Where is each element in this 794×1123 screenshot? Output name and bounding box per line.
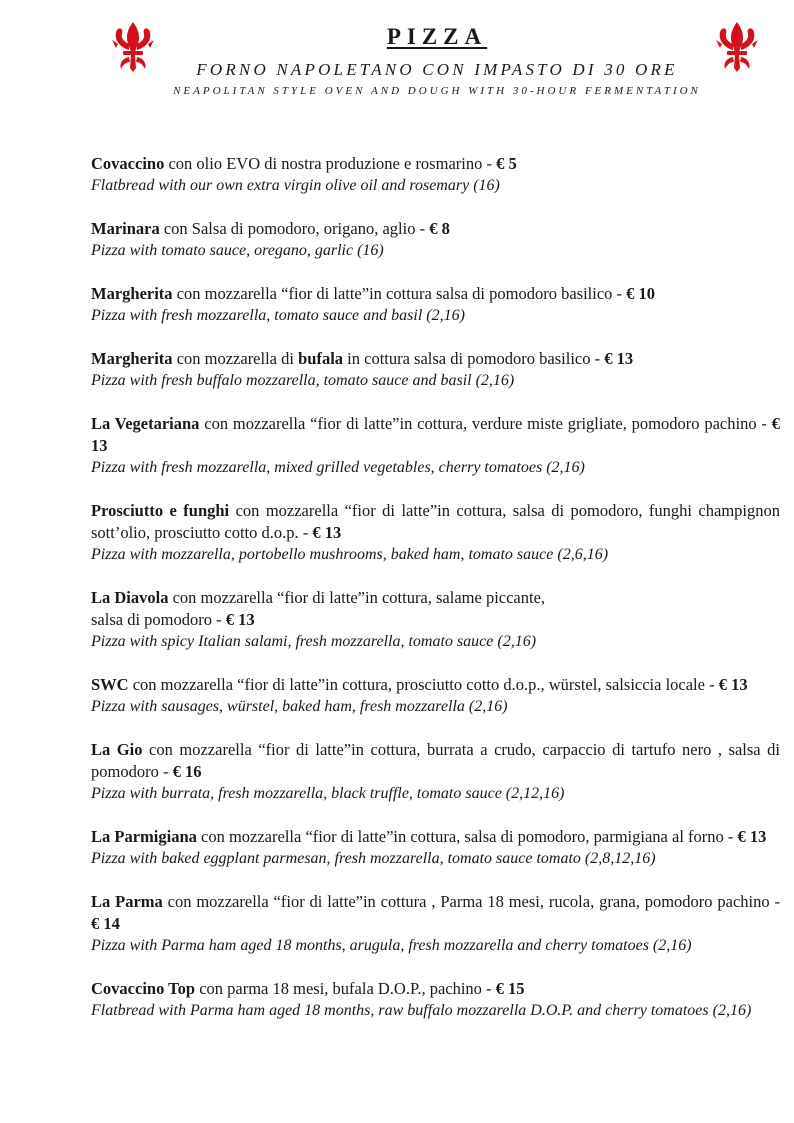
item-english-description: Pizza with Parma ham aged 18 months, arugula, fresh mozzarella and cherry tomatoes (2,16) (91, 937, 692, 954)
page-subtitle-english: NEAPOLITAN STYLE OVEN AND DOUGH WITH 30-HOUR FERMENTATION (173, 85, 701, 97)
item-price: € 5 (496, 154, 517, 173)
item-name: La Parmigiana (91, 827, 197, 846)
item-description: con mozzarella “fior di latte”in cottura salsa di pomodoro basilico - (172, 284, 627, 303)
item-description: con mozzarella di (172, 349, 299, 368)
item-english-description: Pizza with fresh mozzarella, mixed grilled vegetables, cherry tomatoes (2,16) (91, 459, 585, 476)
item-description: con mozzarella “fior di latte”in cottura, verdure miste grigliate, pomodoro pachino - (199, 414, 772, 433)
menu-item (91, 283, 780, 327)
item-price: € 13 (91, 414, 780, 455)
menu-item (91, 587, 780, 653)
item-price: € 13 (718, 675, 748, 694)
item-description: con mozzarella “fior di latte”in cottura, salame piccante, (168, 588, 546, 607)
page-subtitle: FORNO NAPOLETANO CON IMPASTO DI 30 ORE (196, 60, 678, 79)
item-highlight: bufala (298, 349, 344, 368)
item-description: con mozzarella “fior di latte”in cottura, salsa di pomodoro, parmigiana al forno - (196, 827, 738, 846)
item-price: € 10 (626, 284, 656, 303)
item-description: con mozzarella “fior di latte”in cottura , Parma 18 mesi, rucola, grana, pomodoro pachino - (162, 892, 780, 911)
item-name: La Gio (91, 740, 143, 759)
item-description: con mozzarella “fior di latte”in cottura, burrata a crudo, carpaccio di tartufo nero , salsa di pomodoro - (91, 740, 780, 781)
menu-item (91, 891, 780, 957)
item-name: SWC (91, 675, 129, 694)
item-description-cont: in cottura salsa di pomodoro basilico - (343, 349, 605, 368)
item-price: € 13 (225, 610, 255, 629)
item-price: € 13 (737, 827, 767, 846)
item-english-description: Pizza with burrata, fresh mozzarella, black truffle, tomato sauce (2,12,16) (91, 785, 565, 802)
menu-item (91, 413, 780, 479)
item-name: La Vegetariana (91, 414, 200, 433)
item-price: € 13 (312, 523, 342, 542)
menu-item (91, 500, 780, 566)
item-name: La Parma (91, 892, 163, 911)
item-description: con olio EVO di nostra produzione e rosmarino - (164, 154, 497, 173)
item-english-description: Pizza with spicy Italian salami, fresh mozzarella, tomato sauce (2,16) (91, 633, 537, 650)
menu-item (91, 826, 780, 870)
item-english-description: Flatbread with our own extra virgin olive oil and rosemary (16) (91, 177, 500, 194)
menu-item (91, 739, 780, 805)
menu-item (91, 978, 780, 1022)
pizza-menu-list (91, 153, 780, 1043)
menu-item (91, 348, 780, 392)
item-price: € 13 (604, 349, 634, 368)
item-description: con mozzarella “fior di latte”in cottura, prosciutto cotto d.o.p., würstel, salsiccia locale - (128, 675, 719, 694)
item-description: con parma 18 mesi, bufala D.O.P., pachino - (195, 979, 496, 998)
item-name: Covaccino Top (91, 979, 196, 998)
item-description: con Salsa di pomodoro, origano, aglio - (159, 219, 430, 238)
item-english-description: Pizza with baked eggplant parmesan, fresh mozzarella, tomato sauce tomato (2,8,12,16) (91, 850, 656, 867)
menu-item (91, 674, 780, 718)
menu-item (91, 218, 780, 262)
item-price: € 15 (495, 979, 525, 998)
menu-item (91, 153, 780, 197)
item-english-description: Pizza with sausages, würstel, baked ham, fresh mozzarella (2,16) (91, 698, 508, 715)
item-name: La Diavola (91, 588, 169, 607)
item-price: € 8 (429, 219, 450, 238)
item-description: con mozzarella “fior di latte”in cottura, salsa di pomodoro, funghi champignon sott’olio, prosciutto cotto d.o.p. - (91, 501, 781, 542)
item-name: Covaccino (91, 154, 165, 173)
item-price: € 14 (91, 914, 120, 933)
item-description-line2: salsa di pomodoro - (91, 610, 226, 629)
item-english-description: Pizza with mozzarella, portobello mushrooms, baked ham, tomato sauce (2,6,16) (91, 546, 609, 563)
item-english-description: Flatbread with Parma ham aged 18 months, raw buffalo mozzarella D.O.P. and cherry tomatoes (2,16) (91, 1002, 752, 1019)
item-name: Prosciutto e funghi (91, 501, 230, 520)
item-english-description: Pizza with fresh mozzarella, tomato sauce and basil (2,16) (91, 307, 465, 324)
page-title: PIZZA (386, 24, 488, 49)
item-name: Marinara (91, 219, 160, 238)
item-name: Margherita (91, 284, 173, 303)
item-english-description: Pizza with fresh buffalo mozzarella, tomato sauce and basil (2,16) (91, 372, 515, 389)
item-name: Margherita (91, 349, 173, 368)
item-english-description: Pizza with tomato sauce, oregano, garlic (16) (91, 242, 384, 259)
item-price: € 16 (172, 762, 202, 781)
